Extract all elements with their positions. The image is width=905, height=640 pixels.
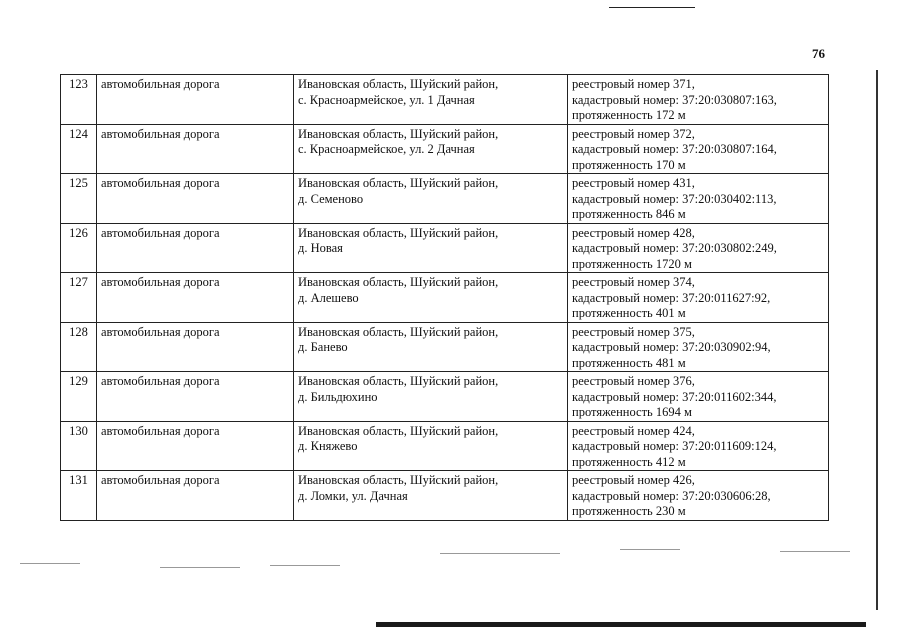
object-address <box>294 75 568 125</box>
object-details <box>568 124 829 174</box>
detail-line: протяженность 412 м <box>572 454 686 469</box>
road-registry-table <box>60 74 829 521</box>
address-line: д. Новая <box>298 241 343 255</box>
row-number: 125 <box>61 174 97 224</box>
detail-line: кадастровый номер: 37:20:030802:249, <box>572 241 777 255</box>
detail-line: реестровый номер 371, <box>572 77 695 91</box>
table-row <box>61 223 829 273</box>
object-address <box>294 174 568 224</box>
address-line: Ивановская область, Шуйский район, <box>298 423 499 438</box>
table-row <box>61 471 829 521</box>
address-line: Ивановская область, Шуйский район, <box>298 324 499 339</box>
object-details <box>568 75 829 125</box>
row-number: 129 <box>61 372 97 422</box>
object-type: автомобильная дорога <box>97 421 294 471</box>
address-line: Ивановская область, Шуйский район, <box>298 176 499 190</box>
address-line: д. Банево <box>298 340 348 354</box>
scan-bottom-bar <box>376 622 866 627</box>
detail-line: кадастровый номер: 37:20:011627:92, <box>572 290 771 305</box>
object-type: автомобильная дорога <box>97 372 294 422</box>
address-line: с. Красноармейское, ул. 2 Дачная <box>298 142 475 156</box>
object-type: автомобильная дорога <box>97 322 294 372</box>
detail-line: протяженность 481 м <box>572 355 686 370</box>
object-address <box>294 223 568 273</box>
scan-top-line <box>609 7 695 8</box>
address-line: Ивановская область, Шуйский район, <box>298 126 499 141</box>
row-number: 126 <box>61 223 97 273</box>
detail-line: кадастровый номер: 37:20:030606:28, <box>572 488 771 503</box>
detail-line: протяженность 170 м <box>572 157 686 172</box>
detail-line: реестровый номер 374, <box>572 275 695 289</box>
object-type: автомобильная дорога <box>97 471 294 521</box>
row-number: 130 <box>61 421 97 471</box>
detail-line: протяженность 172 м <box>572 108 686 122</box>
detail-line: реестровый номер 431, <box>572 176 695 190</box>
object-address <box>294 471 568 521</box>
table-row <box>61 174 829 224</box>
address-line: с. Красноармейское, ул. 1 Дачная <box>298 92 475 107</box>
object-address <box>294 124 568 174</box>
detail-line: кадастровый номер: 37:20:011602:344, <box>572 389 777 404</box>
object-type: автомобильная дорога <box>97 174 294 224</box>
row-number: 127 <box>61 273 97 323</box>
detail-line: реестровый номер 375, <box>572 324 695 339</box>
detail-line: кадастровый номер: 37:20:030902:94, <box>572 340 771 354</box>
address-line: д. Семеново <box>298 191 364 206</box>
table-row <box>61 421 829 471</box>
object-address <box>294 273 568 323</box>
table-row <box>61 75 829 125</box>
address-line: Ивановская область, Шуйский район, <box>298 225 499 240</box>
detail-line: протяженность 1720 м <box>572 256 692 271</box>
object-type: автомобильная дорога <box>97 223 294 273</box>
object-address <box>294 421 568 471</box>
object-type: автомобильная дорога <box>97 273 294 323</box>
detail-line: протяженность 401 м <box>572 306 686 320</box>
detail-line: кадастровый номер: 37:20:030807:164, <box>572 142 777 156</box>
address-line: д. Ломки, ул. Дачная <box>298 488 408 503</box>
detail-line: реестровый номер 426, <box>572 473 695 487</box>
page-number: 76 <box>812 46 825 61</box>
detail-line: протяженность 230 м <box>572 504 686 518</box>
address-line: Ивановская область, Шуйский район, <box>298 374 499 388</box>
object-details <box>568 273 829 323</box>
row-number: 123 <box>61 75 97 125</box>
table-row <box>61 273 829 323</box>
object-details <box>568 174 829 224</box>
address-line: д. Алешево <box>298 290 359 305</box>
scan-noise <box>20 545 860 585</box>
address-line: Ивановская область, Шуйский район, <box>298 275 499 289</box>
object-details <box>568 372 829 422</box>
object-details <box>568 421 829 471</box>
object-details <box>568 223 829 273</box>
object-address <box>294 372 568 422</box>
row-number: 124 <box>61 124 97 174</box>
object-details <box>568 322 829 372</box>
scan-right-edge <box>876 70 878 610</box>
detail-line: реестровый номер 372, <box>572 126 695 141</box>
detail-line: реестровый номер 376, <box>572 374 695 388</box>
detail-line: кадастровый номер: 37:20:030402:113, <box>572 191 777 206</box>
object-type: автомобильная дорога <box>97 75 294 125</box>
address-line: д. Бильдюхино <box>298 389 378 404</box>
address-line: Ивановская область, Шуйский район, <box>298 77 499 91</box>
address-line: Ивановская область, Шуйский район, <box>298 473 499 487</box>
row-number: 131 <box>61 471 97 521</box>
object-details <box>568 471 829 521</box>
table-row <box>61 322 829 372</box>
table-row <box>61 372 829 422</box>
detail-line: протяженность 846 м <box>572 207 686 221</box>
detail-line: реестровый номер 424, <box>572 423 695 438</box>
detail-line: кадастровый номер: 37:20:030807:163, <box>572 92 777 107</box>
table-row <box>61 124 829 174</box>
detail-line: кадастровый номер: 37:20:011609:124, <box>572 439 777 453</box>
object-address <box>294 322 568 372</box>
address-line: д. Княжево <box>298 439 358 453</box>
object-type: автомобильная дорога <box>97 124 294 174</box>
detail-line: реестровый номер 428, <box>572 225 695 240</box>
row-number: 128 <box>61 322 97 372</box>
detail-line: протяженность 1694 м <box>572 405 692 419</box>
